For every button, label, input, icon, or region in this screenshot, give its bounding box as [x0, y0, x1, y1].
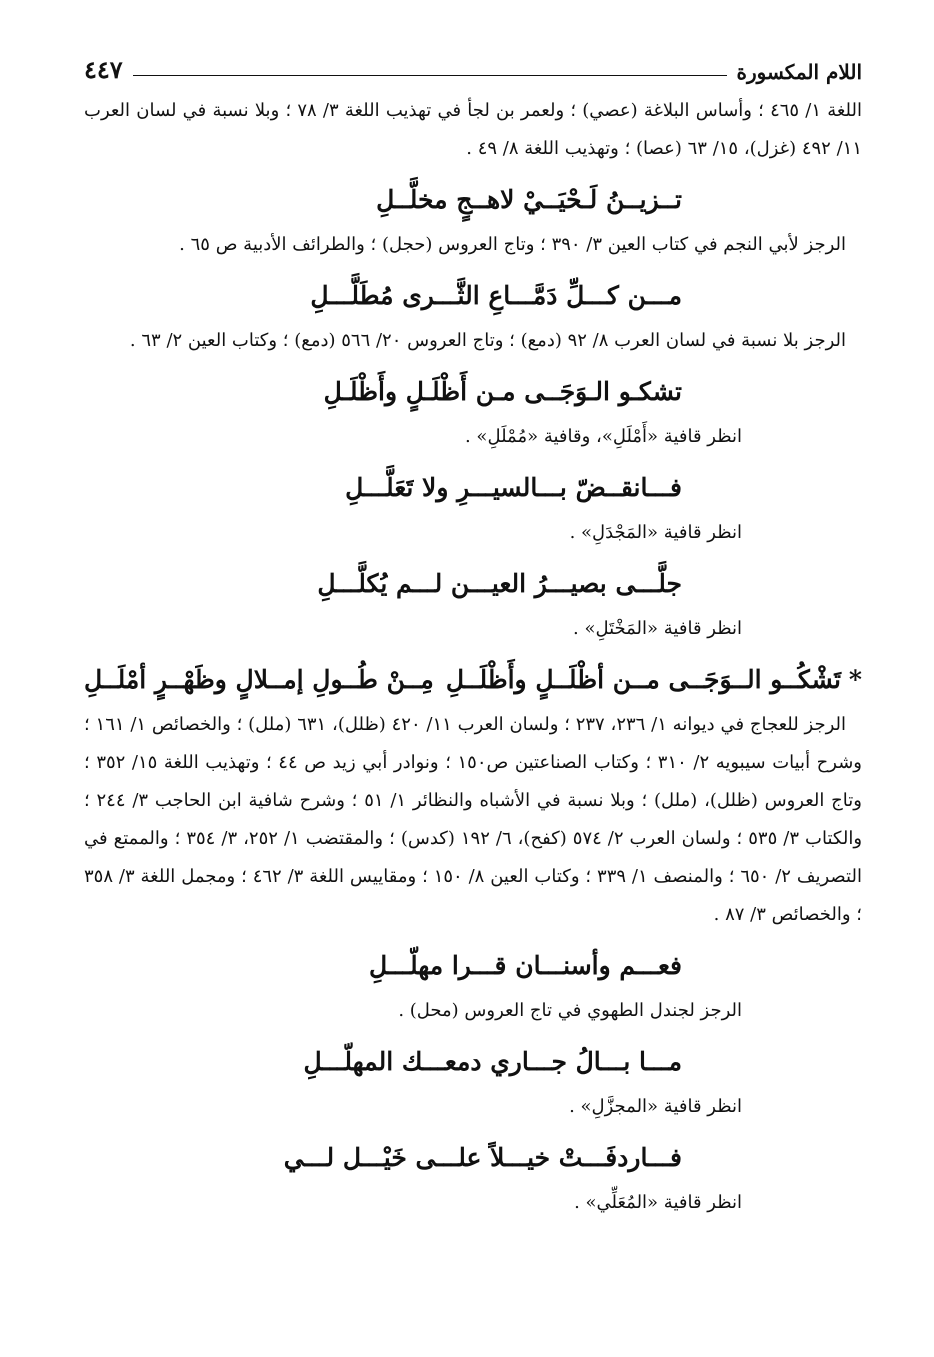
header-rule — [133, 75, 727, 76]
verse-line: مـــا بـــالُ جـــاري دمعـــك المهلّـــلِ — [303, 1047, 682, 1076]
verse-line: جلَّـــى بصيـــرُ العيـــن لـــم يُكلَّـــلِ — [317, 569, 682, 598]
cross-reference-note: انظر قافية «المَجْدَلِ» . — [569, 522, 742, 543]
page-header — [84, 40, 862, 84]
cross-reference-note: انظر قافية «المجزَّلِ» . — [569, 1096, 742, 1117]
first-hemistich — [446, 654, 862, 706]
verse-line: تــزيــنُ لَـحْيَــيْ لاهــجٍ مخلَّــلِ — [376, 185, 682, 214]
reference-paragraph: الرجز لأبي النجم في كتاب العين ٣/ ٣٩٠ ؛ وتاج العروس (حجل) ؛ والطرائف الأدبية ص ٦٥ . — [179, 234, 846, 255]
verse-line: مـــن كـــلِّ دَمَّـــاعِ الثَّـــرى مُطَلَّـــلِ — [310, 281, 682, 310]
entry-star: * — [848, 665, 862, 694]
cross-reference-note: انظر قافية «أَمْلَلِ»، وقافية «مُمْلَلِ» . — [464, 426, 742, 447]
reference-paragraph: الرجز بلا نسبة في لسان العرب ٨/ ٩٢ (دمع) ؛ وتاج العروس ٢٠/ ٥٦٦ (دمع) ؛ وكتاب العين ٢/ ٦٣ . — [129, 330, 846, 351]
verse-line: فـــاردفَـــتْ خيـــلاً علـــى خَيْـــل لـــي — [283, 1143, 682, 1172]
verse-full-line — [84, 654, 862, 706]
verse-line: تشكـو الـوَجَــى مـن أَظْلَـلٍ وأَظْلَـلِ — [323, 377, 682, 406]
cross-reference-note: انظر قافية «المَخْتَلِ» . — [573, 618, 742, 639]
verse-line: فـــانقــضّ بـــالسيـــرِ ولا تَعَلَّـــلِ — [345, 473, 682, 502]
reference-paragraph: الرجز للعجاج في ديوانه ١/ ٢٣٦، ٢٣٧ ؛ ولسان العرب ١١/ ٤٢٠ (ظلل)، ٦٣١ (ملل) ؛ والخصائص ١/ ١٦١ ؛ وشرح أبيات سيبويه ٢/ ٣١٠ ؛ وكتاب الصناعتين ص١٥٠ ؛ ونوادر أبي زيد ص ٤٤ ؛ وتهذيب اللغة ١٥/ ٣٥٢ ؛ وتاج العروس (ظلل)، (ملل) ؛ وبلا نسبة في الأشباه والنظائر ١/ ٥١ ؛ وشرح شافية ابن الحاجب ٣/ ٢٤٤ ؛ والكتاب ٣/ ٥٣٥ ؛ ولسان العرب ٢/ ٥٧٤ (كفح)، ٦/ ١٩٢ (كدس) ؛ والمقتضب ١/ ٢٥٢، ٣/ ٣٥٤ ؛ والممتع في التصريف ٢/ ٦٥٠ ؛ والمنصف ١/ ٣٣٩ ؛ وكتاب العين ٨/ ١٥٠ ؛ ومقاييس اللغة ٣/ ٤٦٢ ؛ ومجمل اللغة ٣/ ٣٥٨ ؛ والخصائص ٣/ ٨٧ . — [84, 714, 863, 925]
reference-paragraph: اللغة ١/ ٤٦٥ ؛ وأساس البلاغة (عصي) ؛ ولعمر بن لجأ في تهذيب اللغة ٣/ ٧٨ ؛ وبلا نسبة في لسان العرب ١١/ ٤٩٢ (غزل)، ١٥/ ٦٣ (عصا) ؛ وتهذيب اللغة ٨/ ٤٩ . — [84, 100, 863, 159]
cross-reference-note: انظر قافية «المُعَلِّي» . — [574, 1192, 742, 1213]
second-hemistich: مِــنْ طُــولِ إمــلالٍ وظَهْــرٍ أمْلَــلِ — [84, 665, 434, 694]
verse-line: فعـــم وأسنـــان قـــرا مهلّـــلِ — [369, 951, 682, 980]
running-title: اللام المكسورة — [736, 60, 862, 84]
page-number: ٤٤٧ — [84, 55, 123, 84]
first-hemistich-text: تَشْكُــو الــوَجَــى مــن أظْلَــلٍ وأَظْلَــلِ — [445, 665, 841, 694]
cross-reference-note: الرجز لجندل الطهوي في تاج العروس (محل) . — [398, 1000, 742, 1021]
